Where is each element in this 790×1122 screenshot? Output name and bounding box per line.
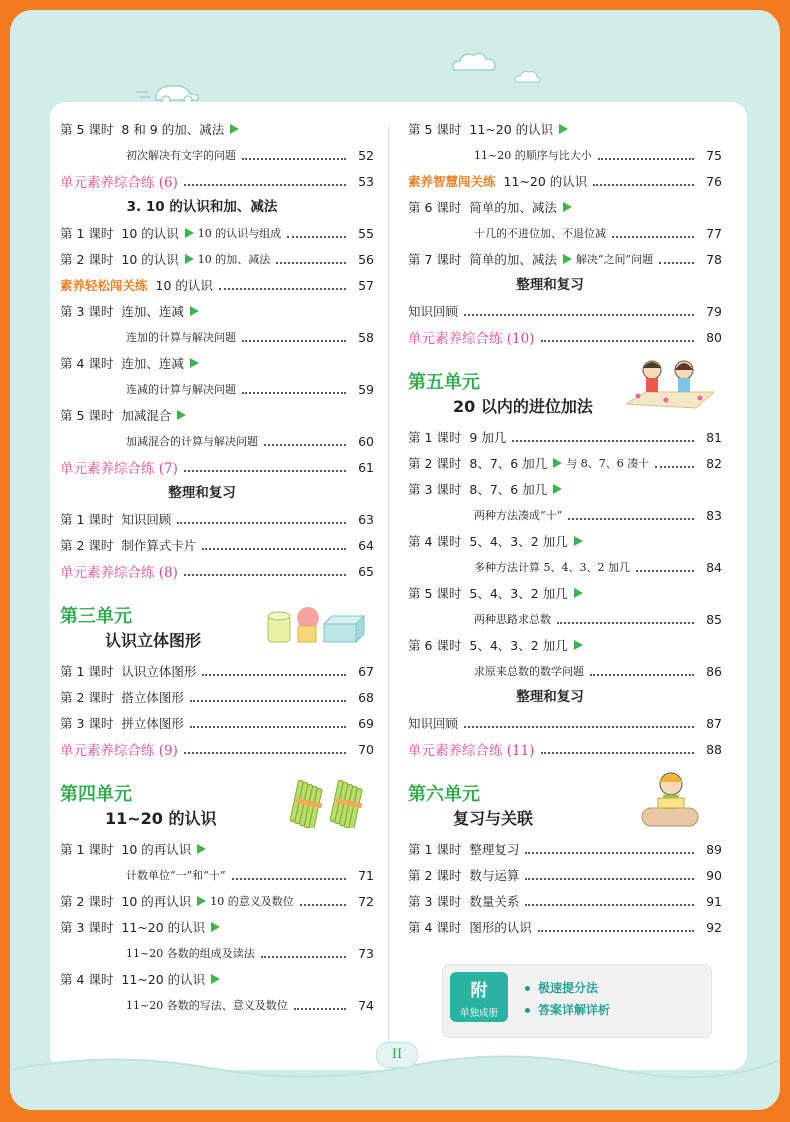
dot-leader	[538, 930, 694, 932]
toc-entry[interactable]	[60, 142, 374, 168]
unit-name: 第五单元	[408, 372, 480, 393]
lesson-topic: 整理复习	[469, 842, 520, 857]
page-ref: 90	[706, 867, 722, 883]
lesson-number: 第 5 课时	[408, 586, 462, 601]
section-spacer	[60, 762, 374, 774]
dot-leader	[659, 262, 694, 264]
toc-entry[interactable]	[408, 528, 722, 554]
toc-entry[interactable]	[408, 580, 722, 606]
lesson-number: 第 4 课时	[408, 920, 462, 935]
lesson-subtopic: 11~20 各数的写法、意义及数位	[126, 999, 288, 1012]
dot-leader	[190, 726, 346, 728]
lesson-topic: 知识回顾	[121, 512, 172, 527]
lesson-topic: 数量关系	[469, 894, 520, 909]
dot-leader	[525, 878, 694, 880]
unit-name: 第六单元	[408, 784, 480, 805]
play-arrow-icon	[553, 484, 562, 494]
lesson-number: 第 1 课时	[60, 842, 114, 857]
lesson-topic: 10 的认识	[121, 226, 179, 241]
toc-entry[interactable]	[60, 658, 374, 684]
unit-title: 11~20 的认识	[105, 809, 217, 828]
toc-entry[interactable]	[60, 168, 374, 194]
toc-entry[interactable]	[60, 992, 374, 1018]
page-ref: 52	[358, 147, 374, 163]
dot-leader	[184, 574, 346, 576]
toc-entry[interactable]	[60, 116, 374, 142]
lesson-number: 第 6 课时	[408, 638, 462, 653]
appendix-box	[442, 964, 712, 1038]
toc-entry[interactable]	[408, 606, 722, 632]
lesson-subtopic: 11~20 的顺序与比大小	[474, 149, 592, 162]
unit-review-label: 单元素养综合练 (7)	[60, 461, 178, 477]
toc-entry[interactable]	[408, 888, 722, 914]
section-spacer	[60, 584, 374, 596]
toc-entry[interactable]	[408, 736, 722, 762]
column-divider	[388, 126, 389, 1046]
toc-entry[interactable]	[408, 836, 722, 862]
lesson-topic: 数与运算	[469, 868, 520, 883]
lesson-topic: 10 的再认识	[121, 842, 192, 857]
bullet-icon	[525, 1008, 530, 1013]
dot-leader	[287, 236, 346, 238]
unit-review-label: 单元素养综合练 (10)	[408, 331, 535, 347]
play-arrow-icon	[559, 124, 568, 134]
appendix-items	[525, 977, 610, 1021]
page-ref: 85	[706, 611, 722, 627]
lesson-number: 第 1 课时	[408, 842, 462, 857]
dot-leader	[512, 440, 694, 442]
toc-card	[50, 102, 747, 1070]
challenge-label: 素养智慧闯关练	[408, 174, 496, 189]
dot-leader	[464, 314, 694, 316]
page-ref: 72	[358, 893, 374, 909]
dot-leader	[276, 262, 346, 264]
play-arrow-icon	[185, 254, 194, 264]
page-ref: 83	[706, 507, 722, 523]
dot-leader	[593, 184, 694, 186]
counting-sticks-illustration	[286, 778, 366, 828]
lesson-topic: 9 加几	[469, 430, 507, 445]
lesson-number: 第 1 课时	[60, 226, 114, 241]
play-arrow-icon	[563, 202, 572, 212]
unit-review-label: 单元素养综合练 (8)	[60, 565, 178, 581]
lesson-subtopic: 与 8、7、6 凑十	[566, 457, 650, 470]
toc-entry[interactable]	[60, 428, 374, 454]
lesson-number: 第 2 课时	[60, 894, 114, 909]
page-ref: 77	[706, 225, 722, 241]
toc-entry[interactable]	[408, 324, 722, 350]
toc-entry[interactable]	[408, 450, 722, 476]
page-ref: 63	[358, 511, 374, 527]
section-heading: 3. 10 的认识和加、减法	[126, 199, 278, 215]
cloud-icon	[512, 68, 542, 86]
page-frame	[10, 10, 780, 1110]
lesson-subtopic: 十几的不进位加、不退位减	[474, 227, 606, 240]
dot-leader	[264, 444, 346, 446]
page-ref: 60	[358, 433, 374, 449]
toc-entry[interactable]	[408, 298, 722, 324]
section-heading: 整理和复习	[516, 689, 584, 705]
page-ref: 70	[358, 741, 374, 757]
lesson-topic: 拼立体图形	[121, 716, 184, 731]
dot-leader	[294, 1008, 346, 1010]
toc-entry[interactable]	[60, 558, 374, 584]
lesson-topic: 简单的加、减法	[469, 252, 557, 267]
page-ref: 65	[358, 563, 374, 579]
toc-entry[interactable]	[408, 502, 722, 528]
unit-review-label: 单元素养综合练 (9)	[60, 743, 178, 759]
page-ref: 58	[358, 329, 374, 345]
lesson-topic: 搭立体图形	[121, 690, 184, 705]
toc-entry[interactable]	[408, 424, 722, 450]
play-arrow-icon	[197, 844, 206, 854]
page-ref: 92	[706, 919, 722, 935]
dot-leader	[202, 674, 346, 676]
page-ref: 87	[706, 715, 722, 731]
lesson-number: 第 3 课时	[60, 716, 114, 731]
page-ref: 81	[706, 429, 722, 445]
lesson-number: 第 5 课时	[408, 122, 462, 137]
dot-leader	[242, 340, 346, 342]
entry-topic: 知识回顾	[408, 716, 459, 731]
toc-entry[interactable]	[60, 246, 374, 272]
lesson-number: 第 4 课时	[408, 534, 462, 549]
dot-leader	[598, 158, 694, 160]
lesson-subtopic: 10 的意义及数位	[210, 895, 294, 908]
appendix-item: 极速提分法	[525, 977, 610, 999]
lesson-topic: 10 的认识	[121, 252, 179, 267]
lesson-subtopic: 10 的认识与组成	[197, 227, 282, 240]
toc-entry[interactable]	[408, 914, 722, 940]
toc-entry[interactable]	[60, 710, 374, 736]
lesson-subtopic: 多种方法计算 5、4、3、2 加几	[474, 561, 630, 574]
unit-title: 20 以内的进位加法	[453, 397, 593, 416]
lesson-number: 第 2 课时	[408, 456, 462, 471]
page-ref: 76	[706, 173, 722, 189]
lesson-topic: 10 的再认识	[121, 894, 192, 909]
page-ref: 89	[706, 841, 722, 857]
page-ref: 67	[358, 663, 374, 679]
lesson-subtopic: 10 的加、减法	[197, 253, 271, 266]
dot-leader	[242, 158, 346, 160]
page-ref: 86	[706, 663, 722, 679]
play-arrow-icon	[185, 228, 194, 238]
unit-review-label: 单元素养综合练 (11)	[408, 743, 535, 759]
challenge-topic: 10 的认识	[155, 278, 213, 293]
lesson-number: 第 2 课时	[60, 252, 114, 267]
page-number: II	[376, 1042, 418, 1068]
lesson-topic: 图形的认识	[469, 920, 532, 935]
play-arrow-icon	[190, 306, 199, 316]
dot-leader	[525, 904, 694, 906]
toc-entry[interactable]	[408, 476, 722, 502]
play-arrow-icon	[211, 974, 220, 984]
lesson-topic: 11~20 的认识	[469, 122, 554, 137]
lesson-topic: 8、7、6 加几	[469, 456, 548, 471]
section-heading: 整理和复习	[516, 277, 584, 293]
toc-entry[interactable]	[60, 836, 374, 862]
unit-header	[408, 362, 722, 424]
toc-entry[interactable]	[408, 194, 722, 220]
dot-leader	[184, 470, 346, 472]
lesson-subtopic: 连减的计算与解决问题	[126, 383, 236, 396]
play-arrow-icon	[211, 922, 220, 932]
lesson-number: 第 7 课时	[408, 252, 462, 267]
lesson-number: 第 3 课时	[60, 920, 114, 935]
toc-entry[interactable]	[408, 168, 722, 194]
dot-leader	[184, 184, 346, 186]
toc-entry[interactable]	[408, 658, 722, 684]
dot-leader	[300, 904, 346, 906]
page-ref: 84	[706, 559, 722, 575]
unit-review-label: 单元素养综合练 (6)	[60, 175, 178, 191]
toc-entry[interactable]	[60, 966, 374, 992]
lesson-subtopic: 两种方法凑成“十”	[474, 509, 563, 522]
toc-right-column	[408, 116, 722, 940]
page-ref: 74	[358, 997, 374, 1013]
toc-entry[interactable]	[60, 402, 374, 428]
dot-leader	[184, 752, 346, 754]
entry-topic: 知识回顾	[408, 304, 459, 319]
toc-entry[interactable]	[408, 142, 722, 168]
toc-entry[interactable]	[60, 684, 374, 710]
toc-entry[interactable]	[408, 862, 722, 888]
toc-left-column	[60, 116, 374, 1018]
unit-header	[408, 774, 722, 836]
dot-leader	[557, 622, 694, 624]
toc-entry[interactable]	[60, 324, 374, 350]
lesson-number: 第 1 课时	[408, 430, 462, 445]
dot-leader	[464, 726, 694, 728]
lesson-topic: 认识立体图形	[121, 664, 197, 679]
lesson-topic: 5、4、3、2 加几	[469, 534, 568, 549]
play-arrow-icon	[230, 124, 239, 134]
lesson-number: 第 5 课时	[60, 122, 114, 137]
dot-leader	[261, 956, 346, 958]
unit-title: 复习与关联	[453, 809, 534, 828]
challenge-topic: 11~20 的认识	[503, 174, 588, 189]
page-ref: 71	[358, 867, 374, 883]
toc-entry[interactable]	[60, 914, 374, 940]
section-heading: 整理和复习	[168, 485, 236, 501]
lesson-topic: 连加、连减	[121, 304, 184, 319]
toc-entry[interactable]	[60, 888, 374, 914]
lesson-topic: 11~20 的认识	[121, 972, 206, 987]
lesson-topic: 连加、连减	[121, 356, 184, 371]
page-ref: 61	[358, 459, 374, 475]
reading-child-illustration	[636, 768, 706, 832]
page-ref: 56	[358, 251, 374, 267]
solid-shapes-illustration	[266, 606, 366, 646]
dot-leader	[636, 570, 694, 572]
page-ref: 79	[706, 303, 722, 319]
lesson-number: 第 5 课时	[60, 408, 114, 423]
challenge-label: 素养轻松闯关练	[60, 278, 148, 293]
play-arrow-icon	[190, 358, 199, 368]
lesson-subtopic: 11~20 各数的组成及读法	[126, 947, 255, 960]
bullet-icon	[525, 986, 530, 991]
dot-leader	[568, 518, 694, 520]
page-ref: 88	[706, 741, 722, 757]
lesson-topic: 8 和 9 的加、减法	[121, 122, 225, 137]
lesson-topic: 5、4、3、2 加几	[469, 638, 568, 653]
page-ref: 73	[358, 945, 374, 961]
dot-leader	[177, 522, 346, 524]
play-arrow-icon	[574, 536, 583, 546]
toc-entry[interactable]	[408, 554, 722, 580]
dot-leader	[541, 340, 694, 342]
lesson-number: 第 3 课时	[60, 304, 114, 319]
lesson-topic: 11~20 的认识	[121, 920, 206, 935]
dot-leader	[541, 752, 694, 754]
toc-entry[interactable]	[408, 632, 722, 658]
unit-name: 第四单元	[60, 784, 132, 805]
lesson-number: 第 2 课时	[408, 868, 462, 883]
dot-leader	[590, 674, 694, 676]
play-arrow-icon	[574, 640, 583, 650]
lesson-subtopic: 初次解决有文字的问题	[126, 149, 236, 162]
page-ref: 68	[358, 689, 374, 705]
lesson-number: 第 1 课时	[60, 512, 114, 527]
dot-leader	[612, 236, 694, 238]
lesson-subtopic: 连加的计算与解决问题	[126, 331, 236, 344]
lesson-number: 第 4 课时	[60, 356, 114, 371]
lesson-subtopic: 加减混合的计算与解决问题	[126, 435, 258, 448]
cloud-icon	[448, 50, 500, 76]
unit-title: 认识立体图形	[105, 631, 202, 650]
page-ref: 57	[358, 277, 374, 293]
lesson-number: 第 3 课时	[408, 482, 462, 497]
play-arrow-icon	[553, 458, 562, 468]
toc-entry[interactable]	[60, 272, 374, 298]
play-arrow-icon	[197, 896, 206, 906]
lesson-topic: 8、7、6 加几	[469, 482, 548, 497]
dot-leader	[219, 288, 346, 290]
page-ref: 78	[706, 251, 722, 267]
dot-leader	[655, 466, 694, 468]
lesson-subtopic: 两种思路求总数	[474, 613, 551, 626]
toc-entry[interactable]	[60, 298, 374, 324]
toc-entry[interactable]	[60, 940, 374, 966]
toc-entry[interactable]	[60, 862, 374, 888]
lesson-number: 第 2 课时	[60, 690, 114, 705]
page-ref: 64	[358, 537, 374, 553]
lesson-number: 第 2 课时	[60, 538, 114, 553]
toc-entry[interactable]	[60, 376, 374, 402]
page-ref: 53	[358, 173, 374, 189]
lesson-subtopic: 计数单位“一”和“十”	[126, 869, 226, 882]
lesson-number: 第 1 课时	[60, 664, 114, 679]
unit-header	[60, 774, 374, 836]
toc-entry[interactable]	[60, 220, 374, 246]
page-ref: 55	[358, 225, 374, 241]
page-ref: 59	[358, 381, 374, 397]
dot-leader	[232, 878, 347, 880]
lesson-topic: 5、4、3、2 加几	[469, 586, 568, 601]
appendix-tag	[450, 972, 508, 1022]
children-illustration	[626, 356, 716, 412]
lesson-subtopic: 求原来总数的数学问题	[474, 665, 584, 678]
lesson-number: 第 4 课时	[60, 972, 114, 987]
page-ref: 82	[706, 455, 722, 471]
lesson-number: 第 6 课时	[408, 200, 462, 215]
toc-entry[interactable]	[60, 736, 374, 762]
lesson-topic: 制作算式卡片	[121, 538, 197, 553]
page-ref: 80	[706, 329, 722, 345]
page-ref: 69	[358, 715, 374, 731]
dot-leader	[525, 852, 694, 854]
page-ref: 75	[706, 147, 722, 163]
toc-entry[interactable]	[60, 350, 374, 376]
lesson-subtopic: 解决“之间”问题	[575, 253, 654, 266]
dot-leader	[242, 392, 346, 394]
toc-entry[interactable]	[408, 710, 722, 736]
lesson-number: 第 3 课时	[408, 894, 462, 909]
play-arrow-icon	[177, 410, 186, 420]
unit-name: 第三单元	[60, 606, 132, 627]
play-arrow-icon	[574, 588, 583, 598]
toc-entry[interactable]	[408, 246, 722, 272]
lesson-topic: 简单的加、减法	[469, 200, 557, 215]
lesson-topic: 加减混合	[121, 408, 172, 423]
page-ref: 91	[706, 893, 722, 909]
dot-leader	[190, 700, 346, 702]
toc-entry[interactable]	[60, 506, 374, 532]
toc-entry[interactable]	[60, 532, 374, 558]
toc-entry[interactable]	[408, 220, 722, 246]
toc-entry[interactable]	[60, 454, 374, 480]
appendix-item: 答案详解详析	[525, 999, 610, 1021]
dot-leader	[202, 548, 346, 550]
play-arrow-icon	[563, 254, 572, 264]
unit-header	[60, 596, 374, 658]
toc-entry[interactable]	[408, 116, 722, 142]
appendix-tag-sub: 单独成册	[459, 1008, 498, 1019]
appendix-tag-label: 附	[470, 981, 488, 1001]
